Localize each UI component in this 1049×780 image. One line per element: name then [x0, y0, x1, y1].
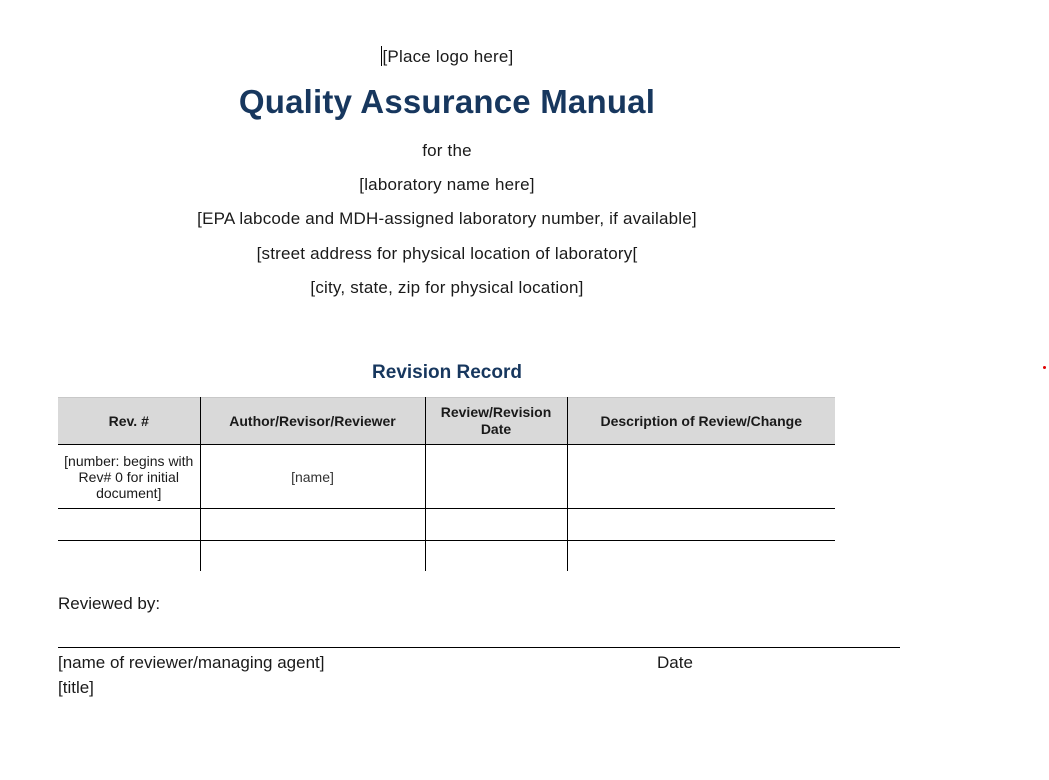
table-cell[interactable]: [58, 541, 200, 572]
table-cell[interactable]: [58, 509, 200, 541]
column-header-rev-number: Rev. #: [58, 398, 200, 445]
red-marker-dot: [1043, 366, 1046, 369]
logo-placeholder[interactable]: [0, 46, 894, 67]
table-cell[interactable]: [425, 541, 567, 572]
reviewer-name-placeholder: [name of reviewer/managing agent]: [58, 653, 325, 672]
lab-codes-placeholder: [EPA labcode and MDH-assigned laboratory number, if available]: [197, 209, 697, 228]
column-header-author: Author/Revisor/Reviewer: [200, 398, 425, 445]
column-header-description: Description of Review/Change: [567, 398, 835, 445]
table-cell[interactable]: [name]: [200, 445, 425, 509]
table-cell[interactable]: [200, 509, 425, 541]
street-address-placeholder: [street address for physical location of laboratory[: [256, 244, 638, 263]
table-cell[interactable]: [567, 445, 835, 509]
table-header-row: [58, 398, 835, 445]
for-the-text: for the: [422, 141, 472, 160]
logo-placeholder-text: [Place logo here]: [382, 47, 514, 66]
document-title: Quality Assurance Manual: [238, 83, 656, 120]
signature-line: [58, 647, 900, 648]
date-label: Date: [657, 653, 693, 672]
reviewed-by-label: Reviewed by:: [58, 594, 161, 613]
table-row: [58, 445, 835, 509]
table-cell[interactable]: [425, 509, 567, 541]
table-cell[interactable]: [567, 541, 835, 572]
revision-record-heading: Revision Record: [372, 362, 522, 383]
revision-record-table: [58, 397, 835, 571]
table-cell[interactable]: [567, 509, 835, 541]
table-cell[interactable]: [number: begins with Rev# 0 for initial document]: [58, 445, 200, 509]
table-cell[interactable]: [200, 541, 425, 572]
column-header-date: Review/Revision Date: [425, 398, 567, 445]
reviewer-title-placeholder: [title]: [58, 678, 94, 697]
text-cursor: [381, 46, 382, 66]
table-row: [58, 541, 835, 572]
table-cell[interactable]: [425, 445, 567, 509]
table-row: [58, 509, 835, 541]
lab-name-placeholder: [laboratory name here]: [359, 175, 535, 194]
city-state-zip-placeholder: [city, state, zip for physical location]: [310, 278, 584, 297]
